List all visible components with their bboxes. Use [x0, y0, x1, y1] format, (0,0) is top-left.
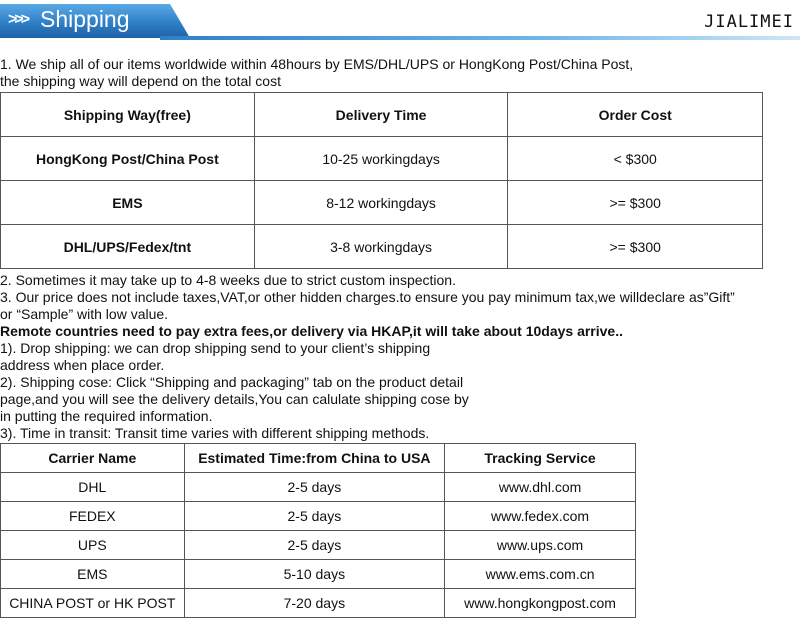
page-title: Shipping	[40, 6, 130, 32]
shipping-cost-line-3: in putting the required information.	[0, 408, 213, 424]
column-header: Shipping Way(free)	[1, 93, 255, 137]
carrier-name-cell: FEDEX	[1, 502, 185, 531]
column-header: Delivery Time	[254, 93, 508, 137]
table-row	[1, 137, 763, 181]
shipping-way-table	[0, 92, 763, 269]
note-3-line-1: 3. Our price does not include taxes,VAT,or other hidden charges.to ensure you pay minimum tax,we willdeclare as”Gift”	[0, 289, 735, 305]
estimated-time-cell: 2-5 days	[184, 531, 444, 560]
double-chevron-icon: >>>	[8, 11, 28, 28]
table-header-row	[1, 93, 763, 137]
banner-underline	[160, 36, 800, 40]
order-cost-cell: >= $300	[508, 225, 763, 269]
note-2: 2. Sometimes it may take up to 4-8 weeks due to strict custom inspection.	[0, 272, 456, 288]
order-cost-cell: >= $300	[508, 181, 763, 225]
estimated-time-cell: 5-10 days	[184, 560, 444, 589]
carrier-table	[0, 443, 636, 618]
carrier-name-cell: DHL	[1, 473, 185, 502]
estimated-time-cell: 2-5 days	[184, 473, 444, 502]
header-banner	[0, 0, 800, 48]
order-cost-cell: < $300	[508, 137, 763, 181]
delivery-time-cell: 3-8 workingdays	[254, 225, 508, 269]
column-header: Estimated Time:from China to USA	[184, 444, 444, 473]
tracking-service-cell: www.ems.com.cn	[445, 560, 636, 589]
intro-line-1: 1. We ship all of our items worldwide within 48hours by EMS/DHL/UPS or HongKong Post/China Post,	[0, 56, 634, 72]
table-header-row	[1, 444, 636, 473]
column-header: Order Cost	[508, 93, 763, 137]
shipping-way-cell: HongKong Post/China Post	[1, 137, 255, 181]
carrier-name-cell: CHINA POST or HK POST	[1, 589, 185, 618]
tracking-service-cell: www.fedex.com	[445, 502, 636, 531]
column-header: Tracking Service	[445, 444, 636, 473]
estimated-time-cell: 7-20 days	[184, 589, 444, 618]
table-row	[1, 531, 636, 560]
tracking-service-cell: www.ups.com	[445, 531, 636, 560]
table-row	[1, 225, 763, 269]
table-row	[1, 589, 636, 618]
shipping-way-cell: EMS	[1, 181, 255, 225]
remote-countries-note: Remote countries need to pay extra fees,or delivery via HKAP,it will take about 10days arrive..	[0, 323, 623, 339]
delivery-time-cell: 10-25 workingdays	[254, 137, 508, 181]
carrier-name-cell: EMS	[1, 560, 185, 589]
carrier-name-cell: UPS	[1, 531, 185, 560]
estimated-time-cell: 2-5 days	[184, 502, 444, 531]
tracking-service-cell: www.dhl.com	[445, 473, 636, 502]
delivery-time-cell: 8-12 workingdays	[254, 181, 508, 225]
shipping-cost-line-1: 2). Shipping cose: Click “Shipping and packaging” tab on the product detail	[0, 374, 464, 390]
brand-name: JIALIMEI	[704, 12, 794, 32]
table-row	[1, 473, 636, 502]
table-row	[1, 560, 636, 589]
table-row	[1, 502, 636, 531]
note-3-line-2: or “Sample” with low value.	[0, 306, 169, 322]
shipping-cost-line-2: page,and you will see the delivery details,You can calulate shipping cose by	[0, 391, 469, 407]
tracking-service-cell: www.hongkongpost.com	[445, 589, 636, 618]
drop-shipping-line-1: 1). Drop shipping: we can drop shipping send to your client’s shipping	[0, 340, 431, 356]
intro-line-2: the shipping way will depend on the total cost	[0, 73, 281, 89]
drop-shipping-line-2: address when place order.	[0, 357, 165, 373]
transit-time-note: 3). Time in transit: Transit time varies with different shipping methods.	[0, 425, 430, 441]
table-row	[1, 181, 763, 225]
column-header: Carrier Name	[1, 444, 185, 473]
shipping-way-cell: DHL/UPS/Fedex/tnt	[1, 225, 255, 269]
